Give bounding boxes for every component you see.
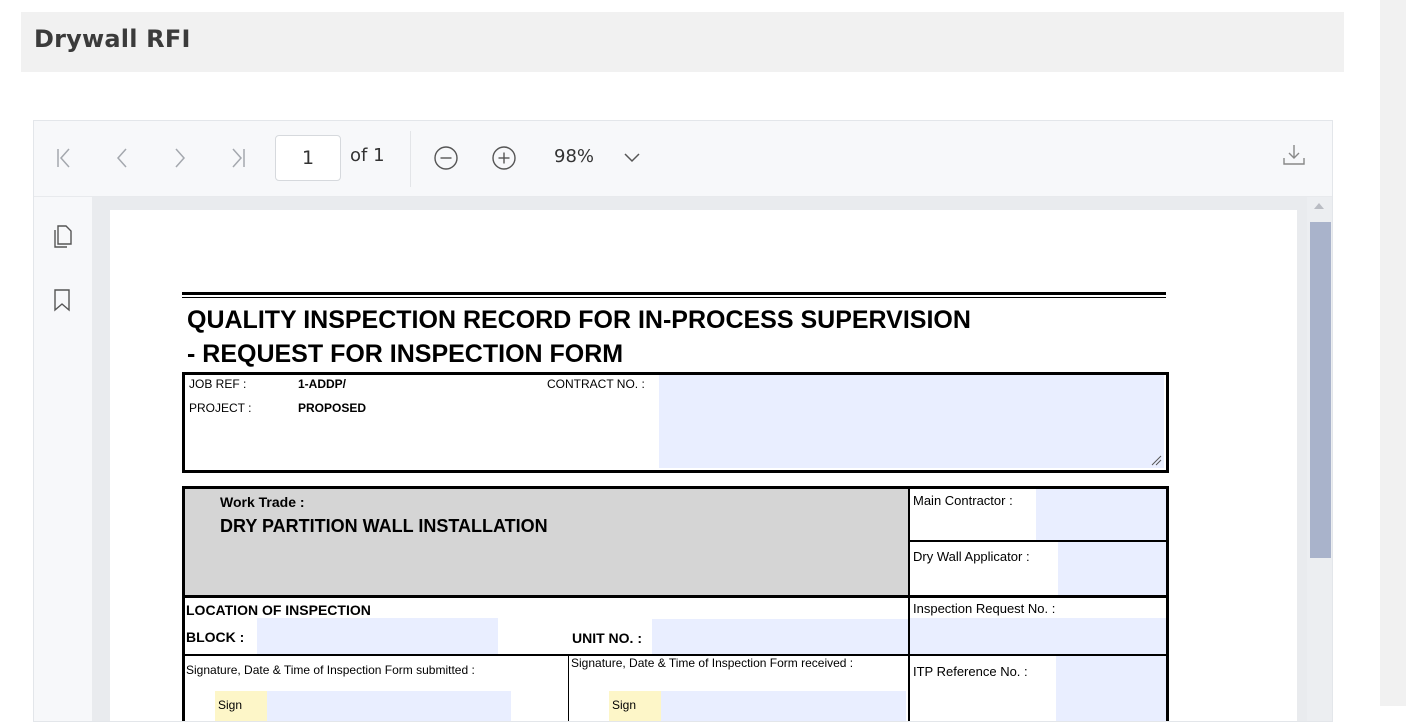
unit-no-label: UNIT NO. :	[572, 630, 642, 646]
zoom-out-icon[interactable]	[428, 140, 464, 176]
scroll-thumb[interactable]	[1310, 222, 1331, 558]
signature-received-field[interactable]	[661, 691, 906, 721]
pages-thumbnail-icon[interactable]	[48, 222, 76, 250]
dry-wall-applicator-field[interactable]	[1058, 542, 1166, 595]
zoom-in-icon[interactable]	[486, 140, 522, 176]
download-icon[interactable]	[1276, 137, 1312, 173]
page-number-input[interactable]: 1	[275, 135, 341, 181]
first-page-icon[interactable]	[46, 140, 82, 176]
main-contractor-field[interactable]	[1036, 489, 1166, 540]
previous-page-icon[interactable]	[104, 140, 140, 176]
location-label: LOCATION OF INSPECTION	[186, 602, 371, 618]
signature-submitted-field[interactable]	[267, 691, 511, 721]
signature-received-label: Signature, Date & Time of Inspection Form received :	[571, 656, 854, 670]
contract-no-label: CONTRACT NO. :	[547, 377, 645, 391]
toolbar-divider	[410, 131, 411, 187]
vertical-scrollbar[interactable]	[1307, 197, 1332, 721]
side-rail	[34, 197, 92, 721]
signature-divider	[568, 656, 569, 721]
work-trade-label: Work Trade :	[220, 494, 305, 510]
form-top-rule	[182, 292, 1166, 295]
next-page-icon[interactable]	[162, 140, 198, 176]
pdf-viewer	[33, 120, 1333, 722]
bookmark-icon[interactable]	[48, 286, 76, 314]
form-title-line2: - REQUEST FOR INSPECTION FORM	[187, 340, 624, 368]
last-page-icon[interactable]	[220, 140, 256, 176]
zoom-dropdown-icon[interactable]	[614, 140, 650, 176]
pdf-page	[110, 210, 1297, 721]
block-label: BLOCK :	[186, 629, 245, 645]
zoom-level[interactable]: 98%	[554, 146, 595, 167]
block-field[interactable]	[257, 618, 498, 654]
inspection-request-label: Inspection Request No. :	[913, 601, 1056, 616]
signature-submitted-label: Signature, Date & Time of Inspection Form submitted :	[186, 663, 475, 677]
sign-label-submitted: Sign	[215, 691, 267, 721]
pdf-toolbar	[34, 121, 1332, 197]
form-title-line1: QUALITY INSPECTION RECORD FOR IN-PROCESS SUPERVISION	[187, 306, 971, 334]
dry-wall-applicator-label: Dry Wall Applicator :	[913, 549, 1030, 564]
form-top-rule-thin	[182, 297, 1166, 298]
itp-reference-field[interactable]	[1056, 656, 1166, 721]
location-divider	[908, 598, 910, 721]
contract-no-field[interactable]	[659, 375, 1164, 468]
location-right-border	[1166, 598, 1169, 721]
right-gutter	[1380, 0, 1406, 706]
scroll-up-icon[interactable]	[1314, 203, 1324, 209]
unit-no-field[interactable]	[652, 619, 908, 654]
sign-label-received: Sign	[609, 691, 661, 721]
project-value: PROPOSED	[298, 401, 367, 415]
job-ref-value: 1-ADDP/	[298, 377, 347, 391]
main-contractor-label: Main Contractor :	[913, 493, 1013, 508]
job-ref-label: JOB REF :	[189, 377, 247, 391]
location-left-border	[182, 598, 185, 721]
itp-reference-label: ITP Reference No. :	[913, 664, 1028, 679]
work-trade-divider	[908, 489, 910, 595]
page-total-label: of 1	[350, 145, 385, 166]
project-label: PROJECT :	[189, 401, 252, 415]
page-header	[21, 12, 1344, 72]
work-trade-value: DRY PARTITION WALL INSTALLATION	[220, 516, 548, 536]
resize-handle-icon[interactable]	[1150, 454, 1162, 466]
document-area	[92, 197, 1332, 721]
page-title: Drywall RFI	[34, 25, 191, 53]
inspection-request-field[interactable]	[910, 618, 1166, 654]
